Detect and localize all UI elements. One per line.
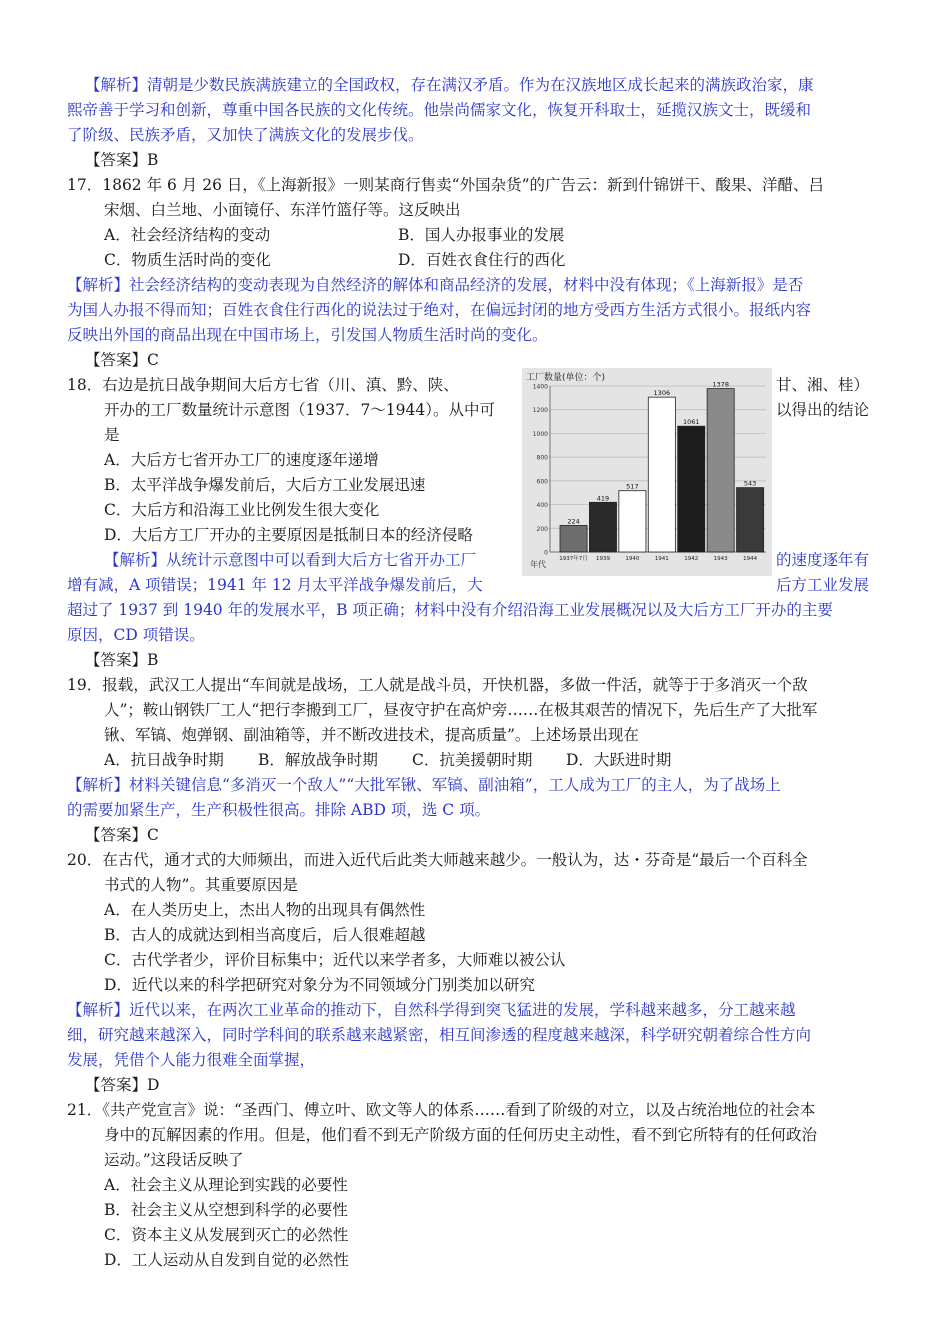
chart-x-tick-label: 1939 bbox=[595, 556, 610, 562]
q17-analysis-line-3: 反映出外国的商品出现在中国市场上，引发国人物质生活时尚的变化。 bbox=[67, 326, 548, 344]
chart-y-axis-label: 工厂数量(单位：个) bbox=[526, 373, 606, 383]
chart-canvas bbox=[522, 368, 772, 576]
q19-option-c: C．抗美援朝时期 bbox=[412, 751, 533, 769]
q18-analysis-line-2: 增有减，A 项错误；1941 年 12 月太平洋战争爆发前后，大 bbox=[67, 576, 483, 594]
q21-option-c: C．资本主义从发展到灭亡的必然性 bbox=[104, 1226, 349, 1244]
q17-analysis-line-2: 为国人办报不得而知；百姓衣食住行西化的说法过于绝对，在偏远封闭的地方受西方生活方式很小。报纸内容 bbox=[67, 301, 812, 319]
q18-analysis-right-2: 后方工业发展 bbox=[776, 576, 870, 594]
q17-stem-line-2: 宋烟、白兰地、小面镜仔、东洋竹篮仔等。这反映出 bbox=[104, 201, 461, 219]
q16-answer: 【答案】B bbox=[85, 151, 159, 169]
q19-analysis-line-1: 【解析】材料关键信息“多消灭一个敌人”“大批军锹、军镐、副油箱”，工人成为工厂的主人，为了战场上 bbox=[67, 776, 781, 794]
chart-bar-1937年7月 bbox=[560, 525, 587, 552]
chart-y-tick-label: 200 bbox=[536, 525, 548, 533]
q20-option-c: C．古代学者少，评价目标集中；近代以来学者多，大师难以被公认 bbox=[104, 951, 566, 969]
q16-analysis-line-2: 熙帝善于学习和创新，尊重中国各民族的文化传统。他崇尚儒家文化，恢复开科取士，延揽汉族文士，既缓和 bbox=[67, 101, 812, 119]
chart-y-tick-label: 0 bbox=[544, 549, 548, 557]
q18-stem-line-1: 18．右边是抗日战争期间大后方七省（川、滇、黔、陕、 bbox=[67, 376, 459, 394]
chart-bar-1941 bbox=[648, 397, 675, 552]
q18-stem-right-1: 甘、湘、桂） bbox=[776, 376, 870, 394]
chart-bar-1942 bbox=[678, 426, 705, 552]
chart-y-tick-label: 1200 bbox=[532, 407, 548, 415]
chart-x-tick-label: 1940 bbox=[625, 556, 640, 562]
q21-stem-line-1: 21．《共产党宣言》说：“圣西门、傅立叶、欧文等人的体系……看到了阶级的对立，以及占统治地位的社会本 bbox=[67, 1101, 816, 1119]
chart-x-tick-label: 1942 bbox=[684, 556, 699, 562]
q20-option-b: B．古人的成就达到相当高度后，后人很难超越 bbox=[104, 926, 426, 944]
chart-y-tick-label: 1000 bbox=[532, 430, 548, 438]
q18-answer: 【答案】B bbox=[85, 651, 159, 669]
q20-analysis-line-3: 发展，凭借个人能力很难全面掌握， bbox=[67, 1051, 316, 1069]
q18-option-a: A．大后方七省开办工厂的速度逐年递增 bbox=[104, 451, 379, 469]
q17-option-b: B．国人办报事业的发展 bbox=[398, 226, 565, 244]
q17-option-c: C．物质生活时尚的变化 bbox=[104, 251, 271, 269]
q21-option-a: A．社会主义从理论到实践的必要性 bbox=[104, 1176, 348, 1194]
chart-x-ticks bbox=[559, 554, 757, 562]
chart-x-axis-label: 年代 bbox=[530, 560, 546, 569]
chart-bar-1944 bbox=[737, 488, 764, 552]
q18-option-c: C．大后方和沿海工业比例发生很大变化 bbox=[104, 501, 380, 519]
chart-y-tick-label: 1400 bbox=[532, 383, 548, 391]
chart-data-label: 517 bbox=[626, 482, 639, 491]
chart-data-label: 543 bbox=[743, 479, 757, 488]
q21-option-d: D．工人运动从自发到自觉的必然性 bbox=[104, 1251, 349, 1269]
chart-x-tick-label: 1937年7月 bbox=[559, 556, 588, 562]
q18-stem-line-2: 开办的工厂数量统计示意图（1937．7～1944）。从中可 bbox=[104, 401, 496, 419]
chart-data-label: 1378 bbox=[712, 380, 729, 389]
q20-answer: 【答案】D bbox=[85, 1076, 160, 1094]
factory-count-chart bbox=[522, 368, 772, 576]
q19-analysis-line-2: 的需要加紧生产，生产积极性很高。排除 ABD 项，选 C 项。 bbox=[67, 801, 491, 819]
q16-analysis-line-3: 了阶级、民族矛盾，又加快了满族文化的发展步伐。 bbox=[67, 126, 424, 144]
q20-option-a: A．在人类历史上，杰出人物的出现具有偶然性 bbox=[104, 901, 426, 919]
q18-option-d: D．大后方工厂开办的主要原因是抵制日本的经济侵略 bbox=[104, 526, 473, 544]
q17-answer: 【答案】C bbox=[85, 351, 159, 369]
q21-stem-line-3: 运动。”这段话反映了 bbox=[104, 1151, 244, 1169]
q19-answer: 【答案】C bbox=[85, 826, 159, 844]
q18-option-b: B．太平洋战争爆发前后，大后方工业发展迅速 bbox=[104, 476, 426, 494]
q19-option-d: D．大跃进时期 bbox=[566, 751, 672, 769]
q17-option-d: D．百姓衣食住行的西化 bbox=[398, 251, 566, 269]
q20-analysis-line-2: 细，研究越来越深入，同时学科间的联系越来越紧密，相互间渗透的程度越来越深，科学研究朝着综合性方向 bbox=[67, 1026, 812, 1044]
chart-y-tick-label: 400 bbox=[536, 502, 548, 510]
chart-data-label: 1061 bbox=[682, 418, 700, 427]
q17-analysis-line-1: 【解析】社会经济结构的变动表现为自然经济的解体和商品经济的发展，材料中没有体现；《上海新报》是否 bbox=[67, 276, 804, 294]
chart-data-label: 224 bbox=[567, 517, 580, 526]
chart-data-label: 1306 bbox=[653, 389, 671, 398]
q19-option-b: B．解放战争时期 bbox=[258, 751, 378, 769]
q18-analysis-line-3: 超过了 1937 到 1940 年的发展水平，B 项正确；材料中没有介绍沿海工业发展概况以及大后方工厂开办的主要 bbox=[67, 601, 833, 619]
q20-option-d: D．近代以来的科学把研究对象分为不同领域分门别类加以研究 bbox=[104, 976, 535, 994]
q19-stem-line-1: 19．报载，武汉工人提出“车间就是战场，工人就是战斗员，开快机器，多做一件活，就等于于多消灭一个敌 bbox=[67, 676, 808, 694]
q19-stem-line-3: 锹、军镐、炮弹钢、副油箱等，并不断改进技术，提高质量”。上述场景出现在 bbox=[104, 726, 639, 744]
q18-analysis-right-1: 的速度逐年有 bbox=[776, 551, 870, 569]
q18-analysis-line-1: 【解析】从统计示意图中可以看到大后方七省开办工厂 bbox=[104, 551, 477, 569]
q20-stem-line-2: 书式的人物”。其重要原因是 bbox=[104, 876, 298, 894]
q19-option-a: A．抗日战争时期 bbox=[104, 751, 224, 769]
chart-y-tick-label: 800 bbox=[536, 454, 548, 462]
q20-stem-line-1: 20．在古代，通才式的大师频出，而进入近代后此类大师越来越少。一般认为，达・芬奇是“最后一个百科全 bbox=[67, 851, 808, 869]
chart-y-ticks bbox=[533, 384, 548, 557]
q17-stem-line-1: 17．1862 年 6 月 26 日，《上海新报》一则某商行售卖“外国杂货”的广告云：新到什锦饼干、酸果、洋醋、吕 bbox=[67, 176, 824, 194]
chart-bar-1940 bbox=[619, 491, 646, 552]
q21-option-b: B．社会主义从空想到科学的必要性 bbox=[104, 1201, 348, 1219]
q17-option-a: A．社会经济结构的变动 bbox=[104, 226, 271, 244]
chart-bar-1943 bbox=[707, 389, 734, 552]
chart-bars bbox=[560, 381, 764, 552]
q20-analysis-line-1: 【解析】近代以来，在两次工业革命的推动下，自然科学得到突飞猛进的发展，学科越来越多，分工越来越 bbox=[67, 1001, 796, 1019]
chart-bar-1939 bbox=[589, 502, 616, 552]
q21-stem-line-2: 身中的瓦解因素的作用。但是，他们看不到无产阶级方面的任何历史主动性，看不到它所特有的任何政治 bbox=[104, 1126, 818, 1144]
chart-x-tick-label: 1941 bbox=[654, 556, 669, 562]
chart-x-tick-label: 1943 bbox=[713, 556, 728, 562]
q18-stem-line-3: 是 bbox=[104, 426, 120, 444]
chart-y-tick-label: 600 bbox=[536, 478, 548, 486]
q18-stem-right-2: 以得出的结论 bbox=[776, 401, 870, 419]
chart-data-label: 419 bbox=[596, 494, 610, 503]
chart-x-tick-label: 1944 bbox=[743, 556, 758, 562]
q18-analysis-line-4: 原因，CD 项错误。 bbox=[67, 626, 205, 644]
q16-analysis-line-1: 【解析】清朝是少数民族满族建立的全国政权，存在满汉矛盾。作为在汉族地区成长起来的满族政治家，康 bbox=[85, 76, 814, 94]
q19-stem-line-2: 人”；鞍山钢铁厂工人“把行李搬到工厂，昼夜守护在高炉旁……在极其艰苦的情况下，先后生产了大批军 bbox=[104, 701, 818, 719]
